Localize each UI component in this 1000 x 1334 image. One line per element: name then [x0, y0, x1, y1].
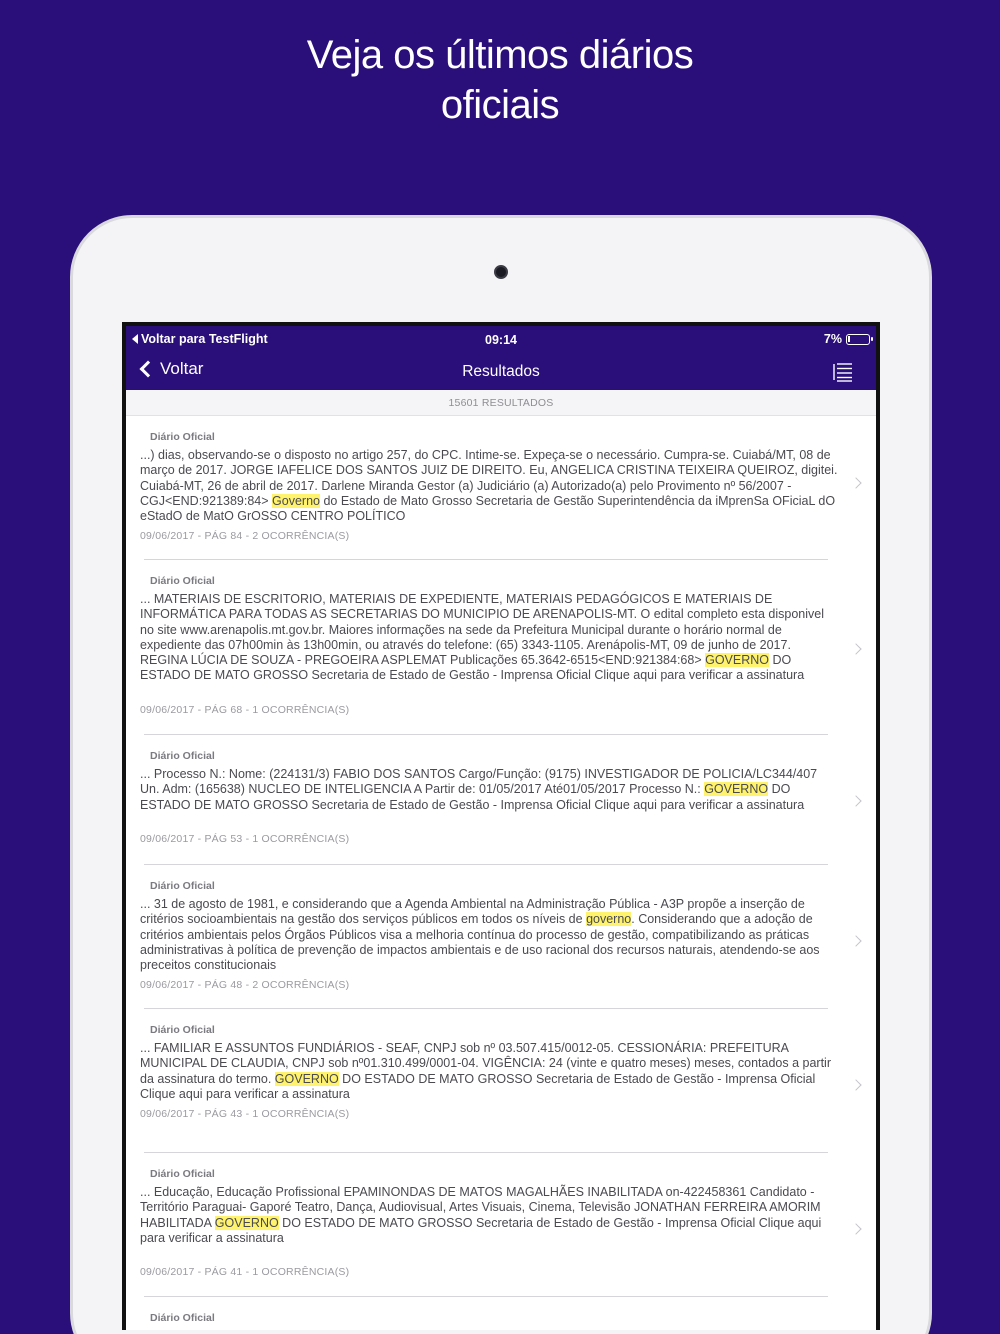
chevron-right-icon — [850, 1079, 861, 1090]
snippet-text-after: DO ESTADO DE MATO GROSSO Secretaria de Estado de Gestão - Imprensa Oficial Clique aqui para verificar a assinatura — [140, 1071, 816, 1101]
results-list — [126, 416, 876, 1330]
result-source: Diário Oficial — [150, 1312, 215, 1324]
result-source: Diário Oficial — [150, 575, 215, 587]
snippet-text-before: ...) dias, observando-se o disposto no artigo 257, do CPC. Intime-se. Expeça-se o necessário. Cumpra-se. Cuiabá/MT, 08 de março de 2017. JORGE IAFELICE DOS SANTOS JUIZ DE DIREITO. Eu, ANGELICA CRISTINA TEIXEIRA QUEIROZ, digitei. Cuiabá-MT, 26 de abril de 2017. Darlene Miranda Gestor (a) Judiciário (a) Autorizado(a) pelo Provimento nº 56/2007 - CGJ<END:921389:84> — [140, 448, 838, 508]
result-source: Diário Oficial — [150, 880, 215, 892]
result-meta: 09/06/2017 - PÁG 84 - 2 OCORRÊNCIA(S) — [140, 530, 350, 543]
result-snippet — [140, 897, 840, 973]
chevron-right-icon — [850, 477, 861, 488]
result-source: Diário Oficial — [150, 1168, 215, 1180]
result-item[interactable] — [126, 560, 876, 734]
result-item[interactable] — [126, 865, 876, 1008]
result-meta: 09/06/2017 - PÁG 68 - 1 OCORRÊNCIA(S) — [140, 703, 350, 716]
status-back-label: Voltar para TestFlight — [141, 332, 268, 346]
result-snippet — [140, 448, 840, 524]
result-snippet — [140, 592, 840, 684]
snippet-text-before: ... Processo N.: Nome: (224131/3) FABIO DOS SANTOS Cargo/Função: (9175) INVESTIGADOR DE POLICIA/LC344/407 Un. Adm: (165638) NUCLEO DE INTELIGENCIA A Partir de: 01/05/2017 Até01/05/2017 Processo N.: — [140, 767, 818, 797]
battery-icon — [846, 334, 870, 345]
snippet-highlight: GOVERNO — [704, 782, 769, 797]
chevron-right-icon — [850, 643, 861, 654]
promo-headline — [0, 30, 1000, 130]
result-source: Diário Oficial — [150, 1024, 215, 1036]
result-snippet — [140, 1041, 840, 1102]
snippet-highlight: GOVERNO — [705, 653, 770, 668]
snippet-highlight: Governo — [272, 493, 320, 508]
result-item[interactable] — [126, 1009, 876, 1152]
result-item[interactable] — [126, 1153, 876, 1296]
snippet-text-after: DO ESTADO DE MATO GROSSO Secretaria de Estado de Gestão - Imprensa Oficial Clique aqui para verificar a assinatura — [140, 1215, 822, 1245]
snippet-text-before: ... 31 de agosto de 1981, e considerando que a Agenda Ambiental na Administração Pública - A3P propõe a inserção de critérios socioambientais na gestão dos serviços públicos em todos os níveis de — [140, 897, 805, 927]
snippet-text-after: DO ESTADO DE MATO GROSSO Secretaria de Estado de Gestão - Imprensa Oficial Clique aqui para verificar a assinatura — [140, 782, 805, 812]
result-meta: 09/06/2017 - PÁG 43 - 1 OCORRÊNCIA(S) — [140, 1108, 350, 1121]
result-source: Diário Oficial — [150, 431, 215, 443]
result-item[interactable] — [126, 416, 876, 559]
result-snippet — [140, 767, 840, 813]
list-icon[interactable] — [832, 361, 854, 383]
snippet-highlight: GOVERNO — [274, 1071, 339, 1086]
chevron-right-icon — [850, 795, 861, 806]
result-meta: 09/06/2017 - PÁG 53 - 1 OCORRÊNCIA(S) — [140, 832, 350, 845]
chevron-right-icon — [850, 1223, 861, 1234]
snippet-highlight: governo — [586, 912, 632, 927]
snippet-text-after: do Estado de Mato Grosso Secretaria de Gestão Superintendência da iMprenSa OFiciaL dO eStadO de MatO GrOSSO CENTRO POLÍTICO — [140, 493, 836, 524]
page-title: Resultados — [462, 363, 540, 380]
headline-line-1: Veja os últimos diários — [306, 33, 694, 77]
chevron-right-icon — [850, 935, 861, 946]
status-time: 09:14 — [485, 333, 517, 347]
snippet-text-after: DO ESTADO DE MATO GROSSO Secretaria de Estado de Gestão - Imprensa Oficial Clique aqui para verificar a assinatura — [140, 653, 805, 683]
snippet-text-before: ... FAMILIAR E ASSUNTOS FUNDIÁRIOS - SEAF, CNPJ sob nº 03.507.415/0012-05. CESSIONÁRIA: PREFEITURA MUNICIPAL DE CLAUDIA, CNPJ sob nº01.310.499/0001-04. VIGÊNCIA: 24 (vinte e quatro meses) meses, contados a partir da assinatura do termo. — [140, 1041, 831, 1086]
results-count: 15601 RESULTADOS — [126, 390, 876, 416]
camera-icon — [494, 265, 508, 279]
snippet-highlight: GOVERNO — [214, 1215, 279, 1230]
snippet-text-before: ... Educação, Educação Profissional EPAMINONDAS DE MATOS MAGALHÃES INABILITADA on-422458361 Candidato - Território Paraguai- Gaporé Teatro, Dança, Audiovisual, Artes Visuais, Cinema, Televisão JONATHAN FERREIRA AMORIM HABILITADA — [140, 1185, 821, 1230]
snippet-text-before: ... MATERIAIS DE ESCRITORIO, MATERIAIS DE EXPEDIENTE, MATERIAIS PEDAGÓGICOS E MATERIAIS DE INFORMÁTICA PARA TODAS AS SECRETARIAS DO MUNICIPIO DE ARENAPOLIS-MT. O edital completo esta disponivel no site www.arenapolis.mt.gov.br. Maiores informações na sede da Prefeitura Municipal durante o horário normal de expediente das 07h00min às 13h00min, ou através do telefone: (65) 3343-1105. Arenápolis-MT, 09 de junho de 2017. REGINA LÚCIA DE SOUZA - PREGOEIRA ASPLEMAT Publicações 65.3642-6515<END:921384:68> — [140, 592, 824, 668]
status-bar — [126, 326, 876, 354]
result-source: Diário Oficial — [150, 750, 215, 762]
snippet-text-after: . Considerando que a adoção de critérios ambientais pelos Órgãos Públicos visa a melhoria contínua do processo de gestão, compatibilizando as práticas administrativas à política de prevenção de impactos ambientais e de uso racional dos recursos naturais, atendendo-se aos preceitos constitucionais — [140, 912, 820, 973]
device-screen — [122, 322, 880, 1330]
result-meta: 09/06/2017 - PÁG 48 - 2 OCORRÊNCIA(S) — [140, 979, 350, 992]
battery-status — [824, 332, 870, 346]
result-item[interactable] — [126, 1297, 876, 1330]
navigation-bar — [126, 354, 876, 390]
result-snippet — [140, 1185, 840, 1246]
headline-line-2: oficiais — [440, 83, 560, 127]
result-meta: 09/06/2017 - PÁG 41 - 1 OCORRÊNCIA(S) — [140, 1266, 350, 1279]
battery-percent: 7% — [823, 332, 842, 346]
back-label: Voltar — [160, 359, 204, 378]
result-item[interactable] — [126, 735, 876, 864]
